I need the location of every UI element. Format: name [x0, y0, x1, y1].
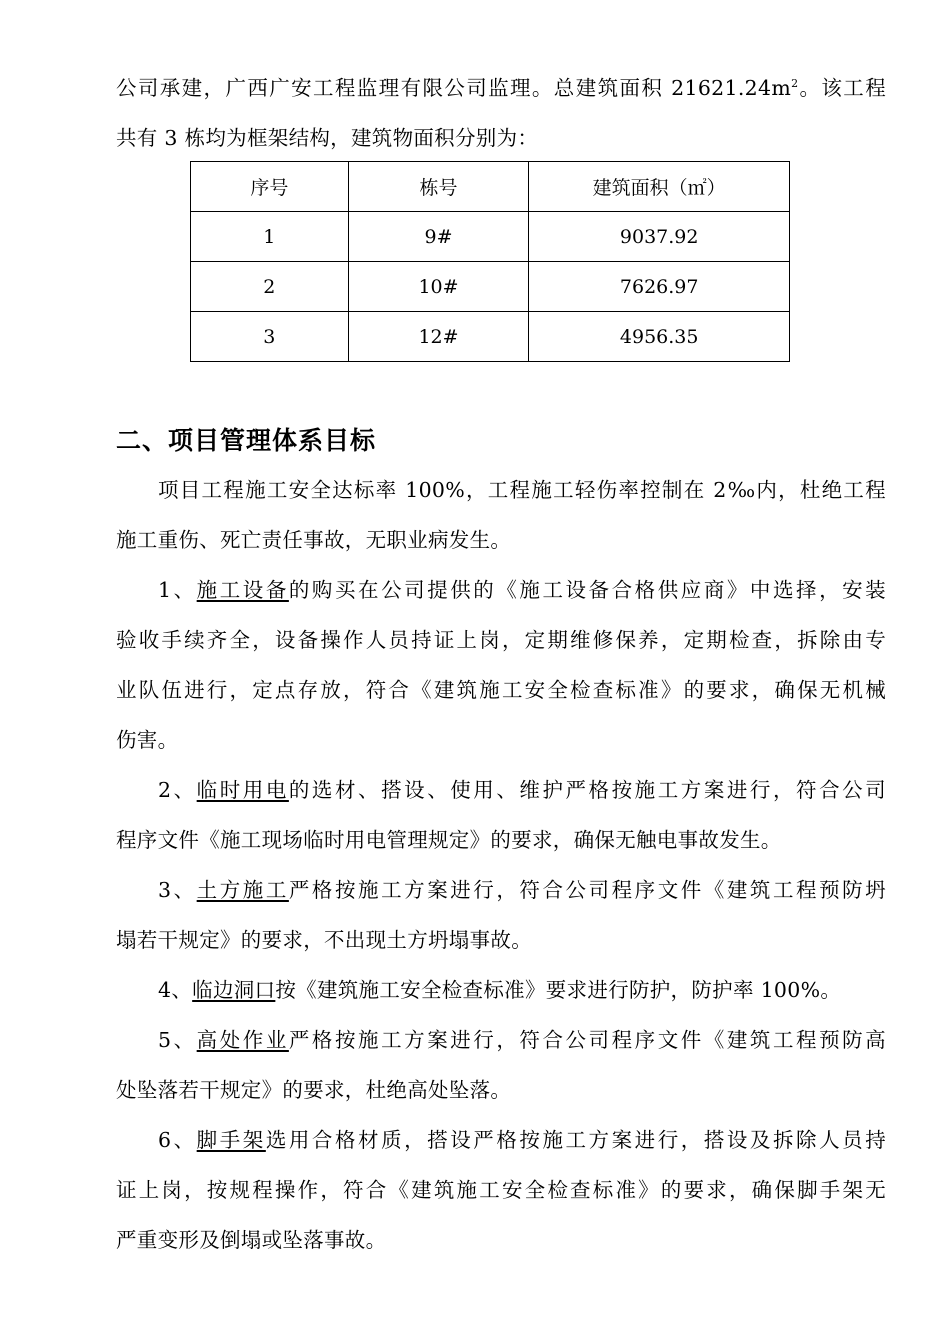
item-number: 6、 — [158, 1128, 197, 1152]
intro-line-2: 共有 3 栋均为框架结构，建筑物面积分别为： — [116, 126, 539, 150]
item-3-line-1 — [158, 876, 886, 904]
table-cell: 9037.92 — [529, 212, 790, 262]
goal-line-2: 施工重伤、死亡责任事故，无职业病发生。 — [116, 528, 512, 552]
table-cell: 7626.97 — [529, 262, 790, 312]
table-row — [191, 262, 790, 312]
item-number: 1、 — [158, 578, 197, 602]
item-keyword: 施工设备 — [196, 578, 289, 602]
item-text: 严格按施工方案进行，符合公司程序文件《建筑工程预防高 — [288, 1028, 886, 1052]
item-1-line-3: 业队伍进行，定点存放，符合《建筑施工安全检查标准》的要求，确保无机械 — [116, 678, 886, 702]
item-1-line-2: 验收手续齐全，设备操作人员持证上岗，定期维修保养，定期检查，拆除由专 — [116, 628, 886, 652]
header-cell-area: 建筑面积（㎡） — [529, 162, 790, 212]
table-cell: 9# — [348, 212, 529, 262]
header-cell-index: 序号 — [191, 162, 349, 212]
item-keyword: 土方施工 — [196, 878, 289, 902]
superscript: 2 — [791, 77, 799, 90]
intro-line-1 — [116, 74, 886, 102]
item-1-line-4: 伤害。 — [116, 728, 179, 752]
item-text: 选用合格材质，搭设严格按施工方案进行，搭设及拆除人员持 — [265, 1128, 886, 1152]
table-header-row — [191, 162, 790, 212]
item-5-line-1 — [158, 1026, 886, 1054]
item-3-line-2: 塌若干规定》的要求，不出现土方坍塌事故。 — [116, 928, 532, 952]
item-keyword: 脚手架 — [196, 1128, 266, 1152]
building-area-table — [190, 161, 790, 362]
intro-text-end: 。该工程 — [798, 76, 886, 100]
section-heading: 二、项目管理体系目标 — [116, 426, 377, 455]
item-text: 按《建筑施工安全检查标准》要求进行防护，防护率 100%。 — [275, 978, 842, 1002]
item-2-line-2: 程序文件《施工现场临时用电管理规定》的要求，确保无触电事故发生。 — [116, 828, 782, 852]
table-cell: 2 — [191, 262, 349, 312]
item-text: 严格按施工方案进行，符合公司程序文件《建筑工程预防坍 — [288, 878, 886, 902]
item-6-line-3: 严重变形及倒塌或坠落事故。 — [116, 1228, 387, 1252]
table-cell: 3 — [191, 312, 349, 362]
intro-text: 公司承建，广西广安工程监理有限公司监理。总建筑面积 21621.24m — [116, 76, 792, 100]
item-2-line-1 — [158, 776, 886, 804]
item-text: 的购买在公司提供的《施工设备合格供应商》中选择，安装 — [288, 578, 886, 602]
item-keyword: 临时用电 — [196, 778, 289, 802]
header-cell-building: 栋号 — [348, 162, 529, 212]
table-cell: 4956.35 — [529, 312, 790, 362]
item-5-line-2: 处坠落若干规定》的要求，杜绝高处坠落。 — [116, 1078, 512, 1102]
goal-line-1: 项目工程施工安全达标率 100%，工程施工轻伤率控制在 2‰内，杜绝工程 — [158, 478, 886, 502]
table-cell: 12# — [348, 312, 529, 362]
item-number: 2、 — [158, 778, 197, 802]
table-cell: 1 — [191, 212, 349, 262]
table-row — [191, 212, 790, 262]
table-row — [191, 312, 790, 362]
item-6-line-1 — [158, 1126, 886, 1154]
item-keyword: 临边洞口 — [192, 978, 276, 1002]
item-number: 3、 — [158, 878, 197, 902]
item-keyword: 高处作业 — [196, 1028, 289, 1052]
table-cell: 10# — [348, 262, 529, 312]
item-4-line-1 — [158, 976, 886, 1004]
item-text: 的选材、搭设、使用、维护严格按施工方案进行，符合公司 — [288, 778, 886, 802]
item-number: 5、 — [158, 1028, 197, 1052]
item-number: 4、 — [158, 978, 193, 1002]
item-1-line-1 — [158, 576, 886, 604]
item-6-line-2: 证上岗，按规程操作，符合《建筑施工安全检查标准》的要求，确保脚手架无 — [116, 1178, 886, 1202]
